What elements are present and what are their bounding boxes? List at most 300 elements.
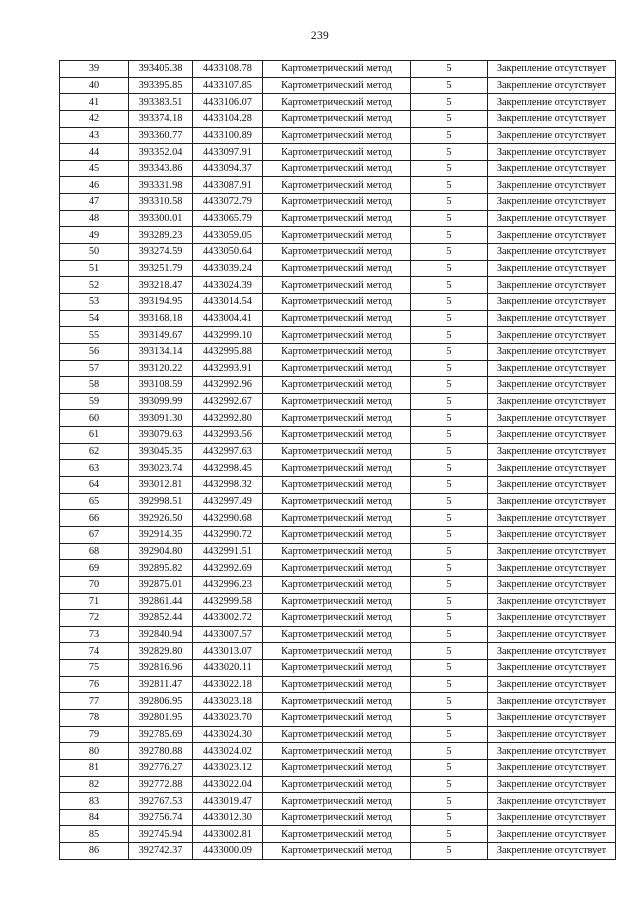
- table-row: [60, 493, 616, 510]
- table-row: [60, 360, 616, 377]
- point-number-cell: 80: [60, 743, 129, 760]
- point-number-cell: 86: [60, 843, 129, 860]
- table-row: [60, 643, 616, 660]
- y-coordinate-cell: 4433023.12: [193, 759, 263, 776]
- table-row: [60, 610, 616, 627]
- x-coordinate-cell: 393194.95: [129, 293, 193, 310]
- method-cell: Картометрический метод: [263, 477, 411, 494]
- method-cell: Картометрический метод: [263, 177, 411, 194]
- method-cell: Картометрический метод: [263, 626, 411, 643]
- y-coordinate-cell: 4433022.18: [193, 676, 263, 693]
- accuracy-cell: 5: [411, 327, 488, 344]
- point-number-cell: 72: [60, 610, 129, 627]
- fixing-cell: Закрепление отсутствует: [488, 360, 616, 377]
- fixing-cell: Закрепление отсутствует: [488, 626, 616, 643]
- fixing-cell: Закрепление отсутствует: [488, 61, 616, 78]
- fixing-cell: Закрепление отсутствует: [488, 293, 616, 310]
- method-cell: Картометрический метод: [263, 826, 411, 843]
- y-coordinate-cell: 4433014.54: [193, 293, 263, 310]
- y-coordinate-cell: 4432997.49: [193, 493, 263, 510]
- method-cell: Картометрический метод: [263, 94, 411, 111]
- table-row: [60, 576, 616, 593]
- method-cell: Картометрический метод: [263, 593, 411, 610]
- method-cell: Картометрический метод: [263, 160, 411, 177]
- fixing-cell: Закрепление отсутствует: [488, 826, 616, 843]
- y-coordinate-cell: 4433106.07: [193, 94, 263, 111]
- fixing-cell: Закрепление отсутствует: [488, 593, 616, 610]
- y-coordinate-cell: 4433000.09: [193, 843, 263, 860]
- table-row: [60, 526, 616, 543]
- method-cell: Картометрический метод: [263, 110, 411, 127]
- table-row: [60, 676, 616, 693]
- point-number-cell: 70: [60, 576, 129, 593]
- x-coordinate-cell: 393023.74: [129, 460, 193, 477]
- point-number-cell: 49: [60, 227, 129, 244]
- fixing-cell: Закрепление отсутствует: [488, 110, 616, 127]
- y-coordinate-cell: 4432998.45: [193, 460, 263, 477]
- y-coordinate-cell: 4432995.88: [193, 343, 263, 360]
- point-number-cell: 83: [60, 793, 129, 810]
- fixing-cell: Закрепление отсутствует: [488, 809, 616, 826]
- fixing-cell: Закрепление отсутствует: [488, 427, 616, 444]
- fixing-cell: Закрепление отсутствует: [488, 260, 616, 277]
- fixing-cell: Закрепление отсутствует: [488, 443, 616, 460]
- y-coordinate-cell: 4433072.79: [193, 194, 263, 211]
- x-coordinate-cell: 392829.80: [129, 643, 193, 660]
- accuracy-cell: 5: [411, 177, 488, 194]
- table-row: [60, 543, 616, 560]
- x-coordinate-cell: 392756.74: [129, 809, 193, 826]
- fixing-cell: Закрепление отсутствует: [488, 410, 616, 427]
- method-cell: Картометрический метод: [263, 743, 411, 760]
- x-coordinate-cell: 392785.69: [129, 726, 193, 743]
- point-number-cell: 47: [60, 194, 129, 211]
- accuracy-cell: 5: [411, 826, 488, 843]
- x-coordinate-cell: 393395.85: [129, 77, 193, 94]
- x-coordinate-cell: 392861.44: [129, 593, 193, 610]
- x-coordinate-cell: 392801.95: [129, 709, 193, 726]
- fixing-cell: Закрепление отсутствует: [488, 526, 616, 543]
- accuracy-cell: 5: [411, 293, 488, 310]
- accuracy-cell: 5: [411, 843, 488, 860]
- table-row: [60, 127, 616, 144]
- method-cell: Картометрический метод: [263, 393, 411, 410]
- y-coordinate-cell: 4433065.79: [193, 210, 263, 227]
- point-number-cell: 58: [60, 377, 129, 394]
- method-cell: Картометрический метод: [263, 759, 411, 776]
- method-cell: Картометрический метод: [263, 144, 411, 161]
- fixing-cell: Закрепление отсутствует: [488, 776, 616, 793]
- fixing-cell: Закрепление отсутствует: [488, 144, 616, 161]
- accuracy-cell: 5: [411, 626, 488, 643]
- accuracy-cell: 5: [411, 127, 488, 144]
- accuracy-cell: 5: [411, 110, 488, 127]
- y-coordinate-cell: 4433013.07: [193, 643, 263, 660]
- fixing-cell: Закрепление отсутствует: [488, 310, 616, 327]
- fixing-cell: Закрепление отсутствует: [488, 393, 616, 410]
- table-row: [60, 343, 616, 360]
- point-number-cell: 54: [60, 310, 129, 327]
- x-coordinate-cell: 393251.79: [129, 260, 193, 277]
- point-number-cell: 85: [60, 826, 129, 843]
- table-row: [60, 477, 616, 494]
- method-cell: Картометрический метод: [263, 443, 411, 460]
- method-cell: Картометрический метод: [263, 726, 411, 743]
- accuracy-cell: 5: [411, 593, 488, 610]
- point-number-cell: 65: [60, 493, 129, 510]
- accuracy-cell: 5: [411, 77, 488, 94]
- fixing-cell: Закрепление отсутствует: [488, 709, 616, 726]
- point-number-cell: 42: [60, 110, 129, 127]
- method-cell: Картометрический метод: [263, 510, 411, 527]
- y-coordinate-cell: 4432998.32: [193, 477, 263, 494]
- accuracy-cell: 5: [411, 377, 488, 394]
- accuracy-cell: 5: [411, 493, 488, 510]
- accuracy-cell: 5: [411, 776, 488, 793]
- y-coordinate-cell: 4432992.69: [193, 560, 263, 577]
- method-cell: Картометрический метод: [263, 227, 411, 244]
- y-coordinate-cell: 4433094.37: [193, 160, 263, 177]
- x-coordinate-cell: 392875.01: [129, 576, 193, 593]
- accuracy-cell: 5: [411, 443, 488, 460]
- y-coordinate-cell: 4433020.11: [193, 660, 263, 677]
- accuracy-cell: 5: [411, 210, 488, 227]
- point-number-cell: 51: [60, 260, 129, 277]
- method-cell: Картометрический метод: [263, 277, 411, 294]
- x-coordinate-cell: 393091.30: [129, 410, 193, 427]
- fixing-cell: Закрепление отсутствует: [488, 94, 616, 111]
- method-cell: Картометрический метод: [263, 127, 411, 144]
- x-coordinate-cell: 392998.51: [129, 493, 193, 510]
- x-coordinate-cell: 392780.88: [129, 743, 193, 760]
- accuracy-cell: 5: [411, 393, 488, 410]
- x-coordinate-cell: 392926.50: [129, 510, 193, 527]
- fixing-cell: Закрепление отсутствует: [488, 343, 616, 360]
- table-row: [60, 110, 616, 127]
- x-coordinate-cell: 392811.47: [129, 676, 193, 693]
- y-coordinate-cell: 4432997.63: [193, 443, 263, 460]
- fixing-cell: Закрепление отсутствует: [488, 210, 616, 227]
- method-cell: Картометрический метод: [263, 327, 411, 344]
- accuracy-cell: 5: [411, 410, 488, 427]
- table-row: [60, 443, 616, 460]
- method-cell: Картометрический метод: [263, 660, 411, 677]
- table-row: [60, 826, 616, 843]
- fixing-cell: Закрепление отсутствует: [488, 726, 616, 743]
- accuracy-cell: 5: [411, 343, 488, 360]
- y-coordinate-cell: 4433002.81: [193, 826, 263, 843]
- table-row: [60, 726, 616, 743]
- table-row: [60, 743, 616, 760]
- method-cell: Картометрический метод: [263, 560, 411, 577]
- method-cell: Картометрический метод: [263, 676, 411, 693]
- point-number-cell: 81: [60, 759, 129, 776]
- table-row: [60, 94, 616, 111]
- x-coordinate-cell: 393120.22: [129, 360, 193, 377]
- fixing-cell: Закрепление отсутствует: [488, 759, 616, 776]
- accuracy-cell: 5: [411, 427, 488, 444]
- point-number-cell: 77: [60, 693, 129, 710]
- table-row: [60, 593, 616, 610]
- y-coordinate-cell: 4432999.10: [193, 327, 263, 344]
- x-coordinate-cell: 392806.95: [129, 693, 193, 710]
- coordinates-table-body: [60, 61, 616, 860]
- point-number-cell: 50: [60, 244, 129, 261]
- fixing-cell: Закрепление отсутствует: [488, 244, 616, 261]
- x-coordinate-cell: 393310.58: [129, 194, 193, 211]
- coordinates-table: [59, 60, 616, 860]
- method-cell: Картометрический метод: [263, 194, 411, 211]
- x-coordinate-cell: 393149.67: [129, 327, 193, 344]
- table-row: [60, 393, 616, 410]
- x-coordinate-cell: 393405.38: [129, 61, 193, 78]
- accuracy-cell: 5: [411, 526, 488, 543]
- y-coordinate-cell: 4432990.72: [193, 526, 263, 543]
- table-row: [60, 843, 616, 860]
- y-coordinate-cell: 4433012.30: [193, 809, 263, 826]
- point-number-cell: 69: [60, 560, 129, 577]
- method-cell: Картометрический метод: [263, 427, 411, 444]
- x-coordinate-cell: 392895.82: [129, 560, 193, 577]
- fixing-cell: Закрепление отсутствует: [488, 377, 616, 394]
- accuracy-cell: 5: [411, 543, 488, 560]
- x-coordinate-cell: 393079.63: [129, 427, 193, 444]
- point-number-cell: 75: [60, 660, 129, 677]
- accuracy-cell: 5: [411, 160, 488, 177]
- table-row: [60, 61, 616, 78]
- method-cell: Картометрический метод: [263, 260, 411, 277]
- point-number-cell: 61: [60, 427, 129, 444]
- y-coordinate-cell: 4432993.91: [193, 360, 263, 377]
- table-row: [60, 709, 616, 726]
- accuracy-cell: 5: [411, 693, 488, 710]
- table-row: [60, 160, 616, 177]
- point-number-cell: 56: [60, 343, 129, 360]
- y-coordinate-cell: 4433024.02: [193, 743, 263, 760]
- table-row: [60, 427, 616, 444]
- accuracy-cell: 5: [411, 793, 488, 810]
- point-number-cell: 76: [60, 676, 129, 693]
- y-coordinate-cell: 4433023.70: [193, 709, 263, 726]
- y-coordinate-cell: 4433097.91: [193, 144, 263, 161]
- y-coordinate-cell: 4433039.24: [193, 260, 263, 277]
- y-coordinate-cell: 4433022.04: [193, 776, 263, 793]
- fixing-cell: Закрепление отсутствует: [488, 227, 616, 244]
- method-cell: Картометрический метод: [263, 709, 411, 726]
- method-cell: Картометрический метод: [263, 809, 411, 826]
- y-coordinate-cell: 4433023.18: [193, 693, 263, 710]
- point-number-cell: 55: [60, 327, 129, 344]
- method-cell: Картометрический метод: [263, 210, 411, 227]
- point-number-cell: 64: [60, 477, 129, 494]
- x-coordinate-cell: 392852.44: [129, 610, 193, 627]
- fixing-cell: Закрепление отсутствует: [488, 160, 616, 177]
- y-coordinate-cell: 4433050.64: [193, 244, 263, 261]
- x-coordinate-cell: 393218.47: [129, 277, 193, 294]
- point-number-cell: 82: [60, 776, 129, 793]
- y-coordinate-cell: 4433024.30: [193, 726, 263, 743]
- point-number-cell: 67: [60, 526, 129, 543]
- table-row: [60, 793, 616, 810]
- y-coordinate-cell: 4433024.39: [193, 277, 263, 294]
- x-coordinate-cell: 393300.01: [129, 210, 193, 227]
- x-coordinate-cell: 393168.18: [129, 310, 193, 327]
- y-coordinate-cell: 4432992.96: [193, 377, 263, 394]
- fixing-cell: Закрепление отсутствует: [488, 493, 616, 510]
- table-row: [60, 377, 616, 394]
- accuracy-cell: 5: [411, 61, 488, 78]
- accuracy-cell: 5: [411, 310, 488, 327]
- accuracy-cell: 5: [411, 144, 488, 161]
- x-coordinate-cell: 392742.37: [129, 843, 193, 860]
- method-cell: Картометрический метод: [263, 526, 411, 543]
- x-coordinate-cell: 393383.51: [129, 94, 193, 111]
- table-row: [60, 809, 616, 826]
- y-coordinate-cell: 4432992.67: [193, 393, 263, 410]
- x-coordinate-cell: 393289.23: [129, 227, 193, 244]
- point-number-cell: 39: [60, 61, 129, 78]
- x-coordinate-cell: 393374.18: [129, 110, 193, 127]
- y-coordinate-cell: 4433059.05: [193, 227, 263, 244]
- fixing-cell: Закрепление отсутствует: [488, 277, 616, 294]
- y-coordinate-cell: 4432992.80: [193, 410, 263, 427]
- x-coordinate-cell: 393343.86: [129, 160, 193, 177]
- table-row: [60, 244, 616, 261]
- method-cell: Картометрический метод: [263, 576, 411, 593]
- point-number-cell: 45: [60, 160, 129, 177]
- method-cell: Картометрический метод: [263, 61, 411, 78]
- table-row: [60, 310, 616, 327]
- table-row: [60, 626, 616, 643]
- fixing-cell: Закрепление отсутствует: [488, 460, 616, 477]
- point-number-cell: 68: [60, 543, 129, 560]
- point-number-cell: 71: [60, 593, 129, 610]
- fixing-cell: Закрепление отсутствует: [488, 177, 616, 194]
- fixing-cell: Закрепление отсутствует: [488, 194, 616, 211]
- x-coordinate-cell: 393099.99: [129, 393, 193, 410]
- table-row: [60, 144, 616, 161]
- accuracy-cell: 5: [411, 610, 488, 627]
- fixing-cell: Закрепление отсутствует: [488, 676, 616, 693]
- x-coordinate-cell: 393352.04: [129, 144, 193, 161]
- point-number-cell: 62: [60, 443, 129, 460]
- point-number-cell: 57: [60, 360, 129, 377]
- accuracy-cell: 5: [411, 759, 488, 776]
- table-row: [60, 194, 616, 211]
- point-number-cell: 84: [60, 809, 129, 826]
- method-cell: Картометрический метод: [263, 343, 411, 360]
- method-cell: Картометрический метод: [263, 77, 411, 94]
- table-row: [60, 177, 616, 194]
- accuracy-cell: 5: [411, 277, 488, 294]
- x-coordinate-cell: 392772.88: [129, 776, 193, 793]
- method-cell: Картометрический метод: [263, 293, 411, 310]
- y-coordinate-cell: 4433007.57: [193, 626, 263, 643]
- y-coordinate-cell: 4432993.56: [193, 427, 263, 444]
- fixing-cell: Закрепление отсутствует: [488, 127, 616, 144]
- point-number-cell: 53: [60, 293, 129, 310]
- fixing-cell: Закрепление отсутствует: [488, 643, 616, 660]
- table-row: [60, 776, 616, 793]
- accuracy-cell: 5: [411, 576, 488, 593]
- table-row: [60, 210, 616, 227]
- fixing-cell: Закрепление отсутствует: [488, 793, 616, 810]
- fixing-cell: Закрепление отсутствует: [488, 477, 616, 494]
- fixing-cell: Закрепление отсутствует: [488, 77, 616, 94]
- table-row: [60, 327, 616, 344]
- accuracy-cell: 5: [411, 560, 488, 577]
- table-row: [60, 560, 616, 577]
- table-row: [60, 227, 616, 244]
- point-number-cell: 44: [60, 144, 129, 161]
- point-number-cell: 63: [60, 460, 129, 477]
- y-coordinate-cell: 4433087.91: [193, 177, 263, 194]
- method-cell: Картометрический метод: [263, 377, 411, 394]
- accuracy-cell: 5: [411, 194, 488, 211]
- point-number-cell: 73: [60, 626, 129, 643]
- x-coordinate-cell: 393331.98: [129, 177, 193, 194]
- method-cell: Картометрический метод: [263, 643, 411, 660]
- point-number-cell: 52: [60, 277, 129, 294]
- method-cell: Картометрический метод: [263, 410, 411, 427]
- y-coordinate-cell: 4432990.68: [193, 510, 263, 527]
- point-number-cell: 60: [60, 410, 129, 427]
- point-number-cell: 40: [60, 77, 129, 94]
- accuracy-cell: 5: [411, 227, 488, 244]
- fixing-cell: Закрепление отсутствует: [488, 543, 616, 560]
- y-coordinate-cell: 4433004.41: [193, 310, 263, 327]
- table-row: [60, 693, 616, 710]
- fixing-cell: Закрепление отсутствует: [488, 843, 616, 860]
- y-coordinate-cell: 4433002.72: [193, 610, 263, 627]
- table-row: [60, 260, 616, 277]
- method-cell: Картометрический метод: [263, 310, 411, 327]
- fixing-cell: Закрепление отсутствует: [488, 693, 616, 710]
- fixing-cell: Закрепление отсутствует: [488, 576, 616, 593]
- accuracy-cell: 5: [411, 743, 488, 760]
- accuracy-cell: 5: [411, 510, 488, 527]
- y-coordinate-cell: 4432991.51: [193, 543, 263, 560]
- point-number-cell: 79: [60, 726, 129, 743]
- table-row: [60, 277, 616, 294]
- page-number: 239: [310, 30, 330, 42]
- table-row: [60, 410, 616, 427]
- accuracy-cell: 5: [411, 94, 488, 111]
- y-coordinate-cell: 4432996.23: [193, 576, 263, 593]
- method-cell: Картометрический метод: [263, 610, 411, 627]
- table-row: [60, 510, 616, 527]
- accuracy-cell: 5: [411, 460, 488, 477]
- x-coordinate-cell: 392776.27: [129, 759, 193, 776]
- y-coordinate-cell: 4433104.28: [193, 110, 263, 127]
- fixing-cell: Закрепление отсутствует: [488, 610, 616, 627]
- x-coordinate-cell: 392840.94: [129, 626, 193, 643]
- x-coordinate-cell: 392914.35: [129, 526, 193, 543]
- fixing-cell: Закрепление отсутствует: [488, 660, 616, 677]
- method-cell: Картометрический метод: [263, 360, 411, 377]
- x-coordinate-cell: 392904.80: [129, 543, 193, 560]
- x-coordinate-cell: 393108.59: [129, 377, 193, 394]
- y-coordinate-cell: 4433107.85: [193, 77, 263, 94]
- x-coordinate-cell: 393012.81: [129, 477, 193, 494]
- point-number-cell: 48: [60, 210, 129, 227]
- table-row: [60, 460, 616, 477]
- point-number-cell: 74: [60, 643, 129, 660]
- method-cell: Картометрический метод: [263, 693, 411, 710]
- accuracy-cell: 5: [411, 660, 488, 677]
- method-cell: Картометрический метод: [263, 843, 411, 860]
- point-number-cell: 59: [60, 393, 129, 410]
